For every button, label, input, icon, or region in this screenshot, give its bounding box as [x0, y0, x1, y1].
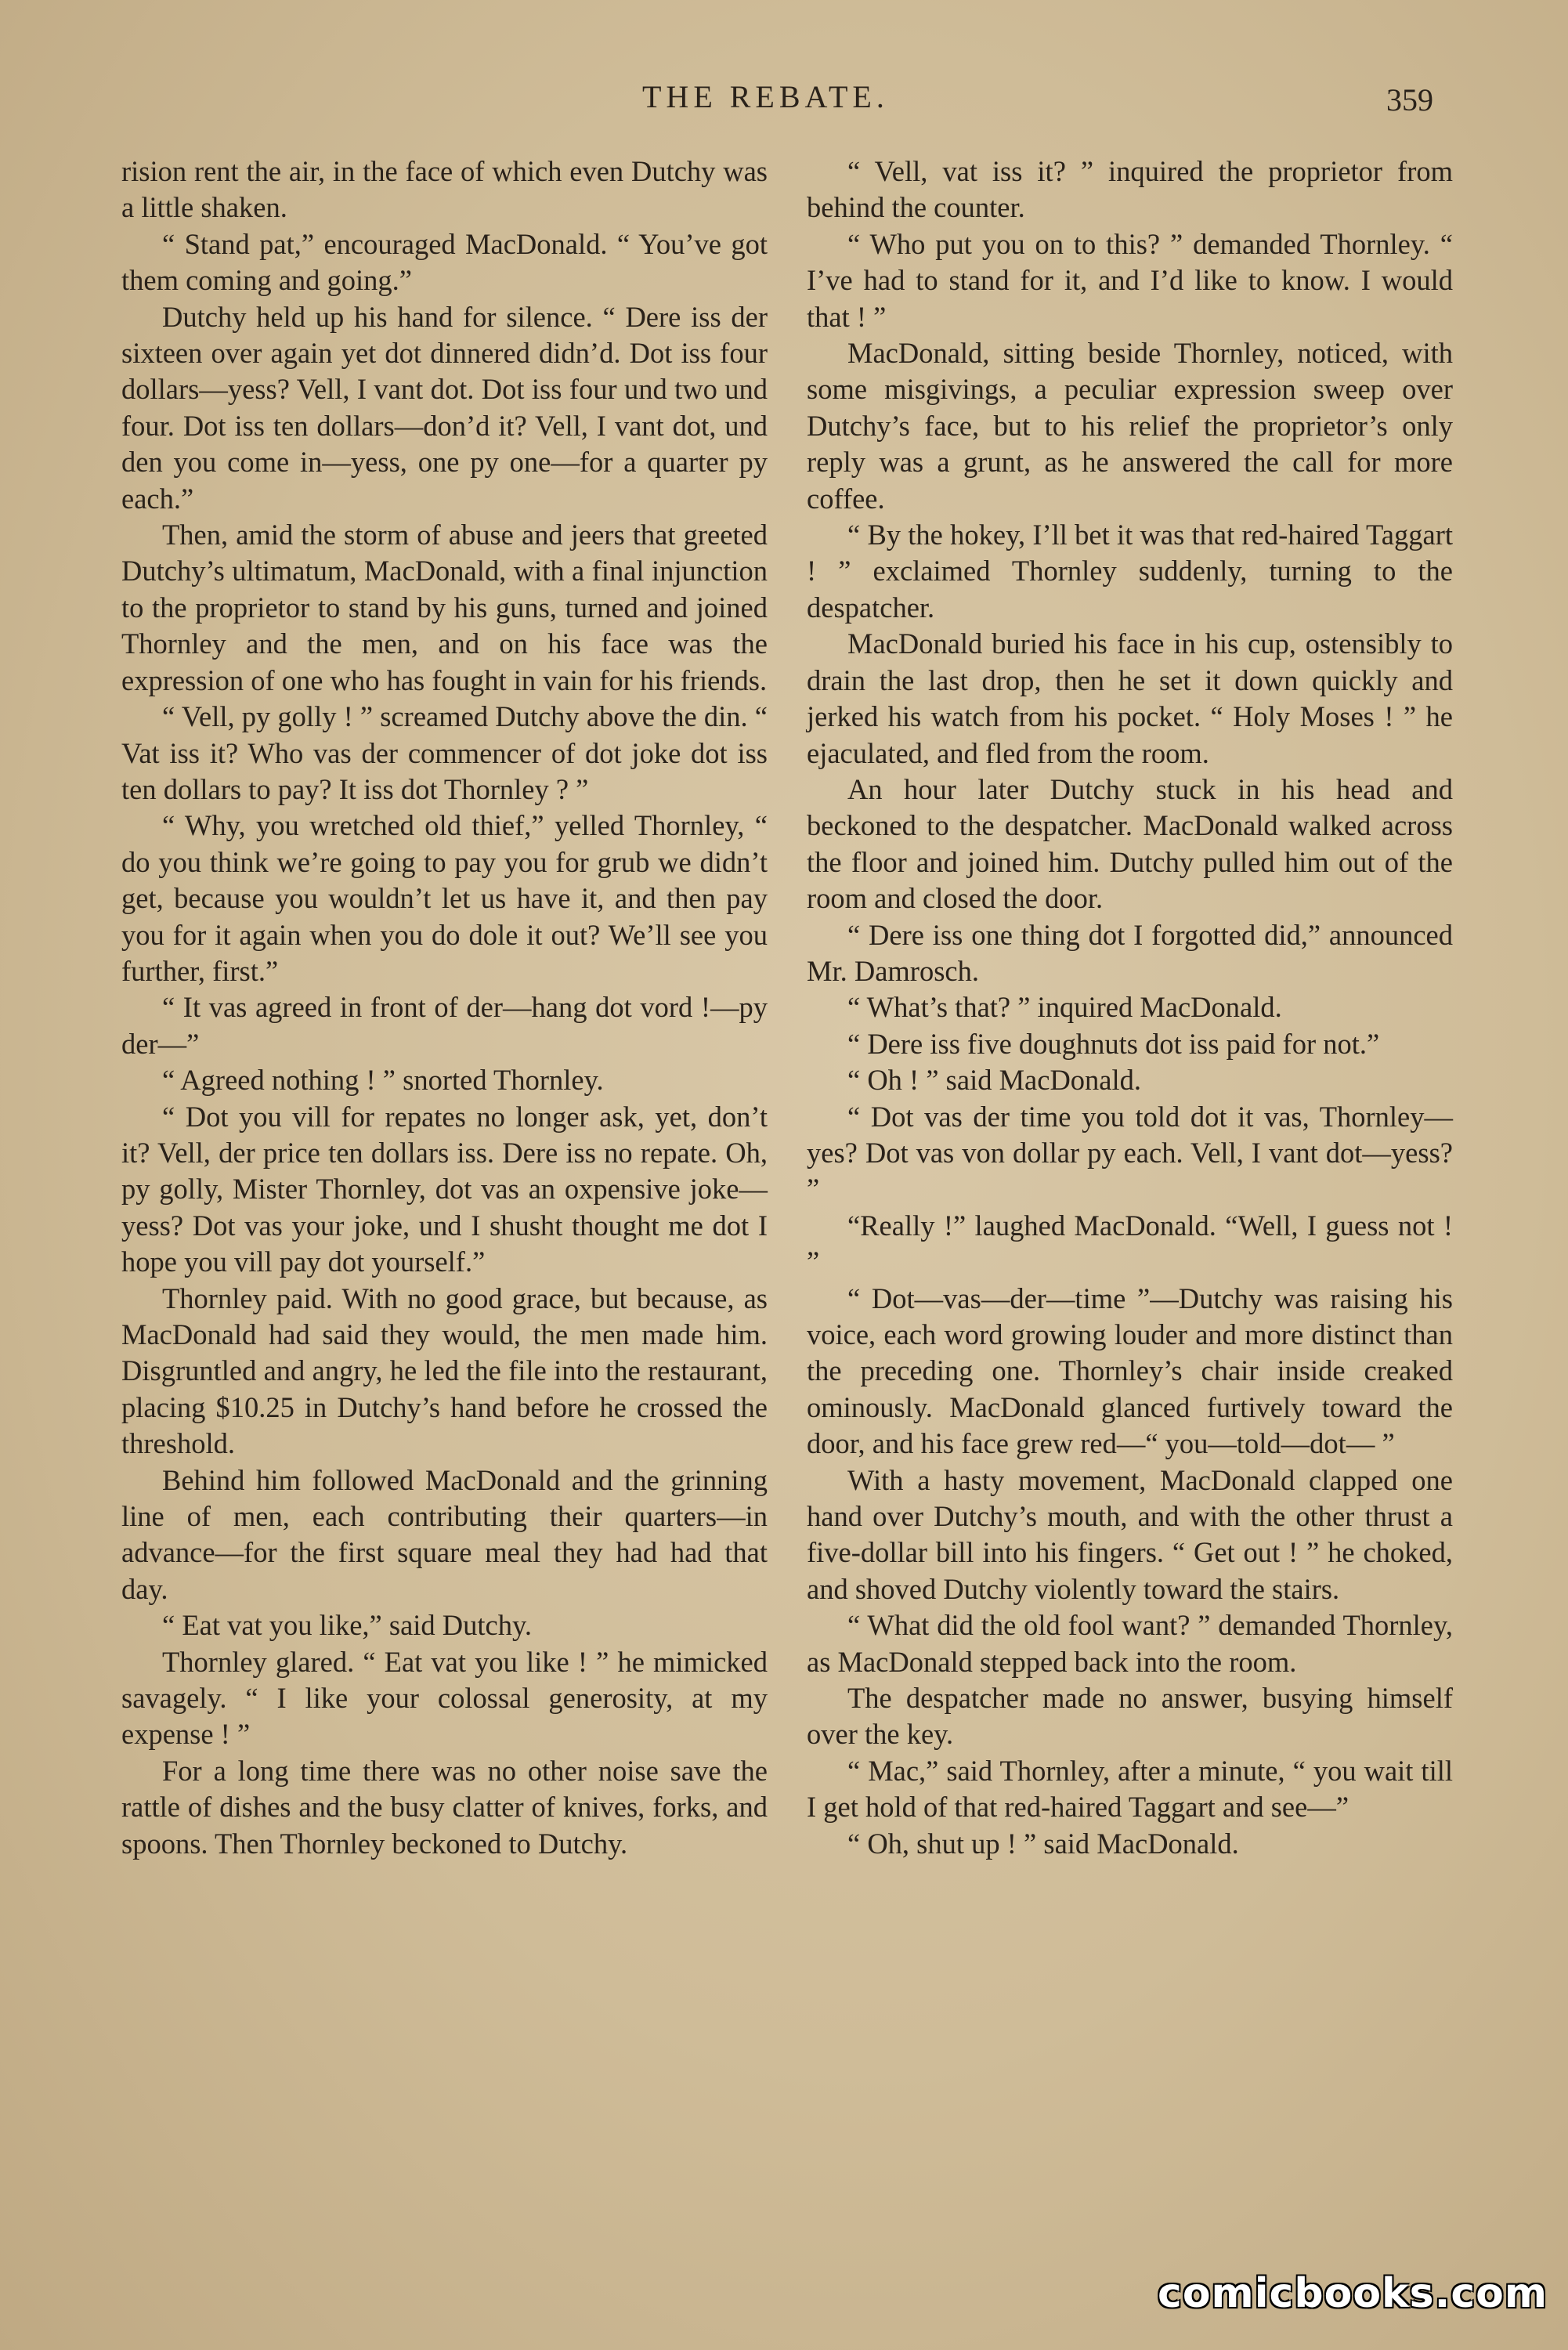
paragraph: “ Oh, shut up ! ” said MacDonald. [847, 1827, 1239, 1860]
paragraph: “Really !” laughed MacDonald. “Well, I guess not ! ” [807, 1209, 1453, 1278]
paragraph: MacDonald, sitting beside Thornley, noticed, with some misgivings, a peculiar expression sweep over Dutchy’s face, but to his relief the proprietor’s only reply was a grunt, as he answered the call for more coffee. [807, 337, 1453, 515]
paragraph: “ Agreed nothing ! ” snorted Thornley. [162, 1064, 604, 1097]
paragraph: “ Dot vas der time you told dot it vas, Thornley—yes? Dot vas von dollar py each. Vell, I vant dot—yess? ” [807, 1100, 1453, 1206]
paragraph: Then, amid the storm of abuse and jeers that greeted Dutchy’s ultimatum, MacDonald, with a final injunction to the proprietor to stand by his guns, turned and joined Thornley and the men, and on his face was the expression of one who has fought in vain for his friends. [121, 519, 768, 696]
left-column [121, 154, 768, 1862]
paragraph: “ Dere iss five doughnuts dot iss paid for not.” [847, 1027, 1380, 1060]
paragraph: “ Dot—vas—der—time ”—Dutchy was raising his voice, each word growing louder and more distinct than the preceding one. Thornley’s chair inside creaked ominously. MacDonald glanced furtively toward the door, and his face grew red—“ you—told—dot— ” [807, 1282, 1453, 1460]
paragraph: “ It vas agreed in front of der—hang dot vord !—py der—” [121, 991, 768, 1060]
paragraph: “ Oh ! ” said MacDonald. [847, 1064, 1142, 1097]
paragraph: An hour later Dutchy stuck in his head and beckoned to the despatcher. MacDonald walked across the floor and joined him. Dutchy pulled him out of the room and closed the door. [807, 772, 1453, 915]
paragraph: For a long time there was no other noise save the rattle of dishes and the busy clatter of knives, forks, and spoons. Then Thornley beckoned to Dutchy. [121, 1754, 768, 1860]
paragraph: Thornley paid. With no good grace, but because, as MacDonald had said they would, the men made him. Disgruntled and angry, he led the file into the restaurant, placing $10.25 in Dutchy’s hand before he crossed the threshold. [121, 1282, 768, 1460]
paragraph: Thornley glared. “ Eat vat you like ! ” he mimicked savagely. “ I like your colossal generosity, at my expense ! ” [121, 1645, 768, 1751]
paragraph: “ By the hokey, I’ll bet it was that red-haired Taggart ! ” exclaimed Thornley suddenly, turning to the despatcher. [807, 519, 1453, 624]
paragraph: “ Stand pat,” encouraged MacDonald. “ You’ve got them coming and going.” [121, 227, 768, 297]
paragraph: “ Vell, vat iss it? ” inquired the proprietor from behind the counter. [807, 155, 1453, 224]
page-number: 359 [1386, 82, 1433, 118]
paragraph: MacDonald buried his face in his cup, ostensibly to drain the last drop, then he set it down quickly and jerked his watch from his pocket. “ Holy Moses ! ” he ejaculated, and fled from the room. [807, 627, 1453, 769]
paragraph: Behind him followed MacDonald and the grinning line of men, each contributing their quarters—in advance—for the first square meal they had had that day. [121, 1463, 768, 1605]
paragraph: “ Who put you on to this? ” demanded Thornley. “ I’ve had to stand for it, and I’d like to know. I would that ! ” [807, 227, 1453, 333]
running-title: THE REBATE. [642, 79, 889, 114]
right-column [807, 154, 1453, 1862]
paragraph: rision rent the air, in the face of which even Dutchy was a little shaken. [121, 155, 768, 224]
site-watermark: comicbooks.com [1158, 2270, 1548, 2317]
paragraph: Dutchy held up his hand for silence. “ Dere iss der sixteen over again yet dot dinnered didn’d. Dot iss four dollars—yess? Vell, I vant dot. Dot iss four und two und four. Dot iss ten dollars—don’d it? Vell, I vant dot, und den you come in—yess, one py one—for a quarter py each.” [121, 300, 768, 515]
running-header [0, 78, 1568, 125]
paragraph: “ Why, you wretched old thief,” yelled Thornley, “ do you think we’re going to pay you for grub we didn’t get, because you wouldn’t let us have it, and then pay you for it again when you do dole it out? We’ll see you further, first.” [121, 809, 768, 987]
paragraph: With a hasty movement, MacDonald clapped one hand over Dutchy’s mouth, and with the other thrust a five-dollar bill into his fingers. “ Get out ! ” he choked, and shoved Dutchy violently toward the stairs. [807, 1463, 1453, 1605]
paragraph: “ What’s that? ” inquired MacDonald. [847, 991, 1282, 1024]
paragraph: “ Mac,” said Thornley, after a minute, “ you wait till I get hold of that red-haired Taggart and see—” [807, 1754, 1453, 1824]
paragraph: “ Dere iss one thing dot I forgotted did,” announced Mr. Damrosch. [807, 918, 1453, 987]
paragraph: “ Vell, py golly ! ” screamed Dutchy above the din. “ Vat iss it? Who vas der commencer of dot joke dot iss ten dollars to pay? It iss dot Thornley ? ” [121, 700, 768, 805]
paragraph: “ Eat vat you like,” said Dutchy. [162, 1609, 532, 1642]
paragraph: “ Dot you vill for repates no longer ask, yet, don’t it? Vell, der price ten dollars iss. Dere iss no repate. Oh, py golly, Mister Thornley, dot vas an oxpensive joke—yess? Dot vas your joke, und I shusht thought me dot I hope you vill pay dot yourself.” [121, 1100, 768, 1278]
paragraph: “ What did the old fool want? ” demanded Thornley, as MacDonald stepped back into the room. [807, 1609, 1453, 1678]
paragraph: The despatcher made no answer, busying himself over the key. [807, 1682, 1453, 1751]
